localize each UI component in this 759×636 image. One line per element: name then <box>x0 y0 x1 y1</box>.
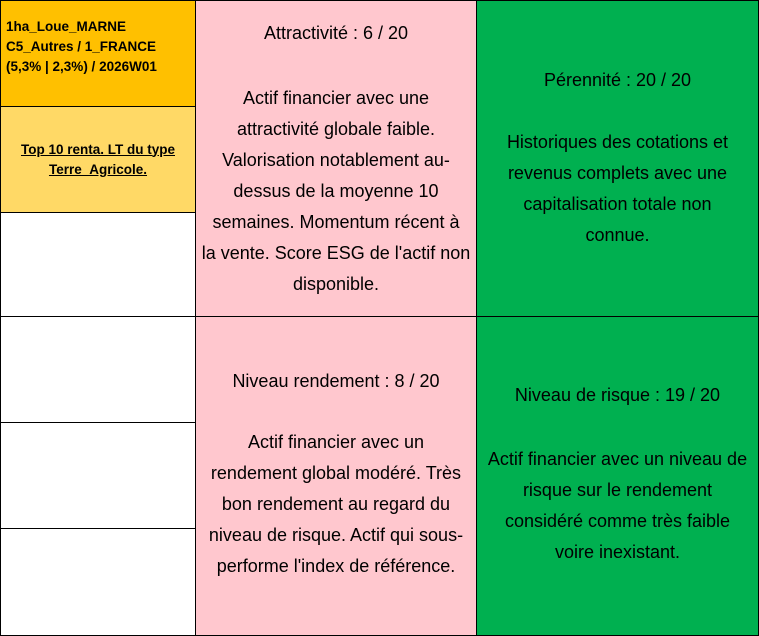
perennite-line: connue. <box>585 225 650 245</box>
risque-line: risque sur le rendement <box>522 480 713 500</box>
ranking-line-2: Terre_Agricole. <box>48 161 148 177</box>
rendement-title: Niveau rendement : 8 / 20 <box>232 371 440 391</box>
risque-title: Niveau de risque : 19 / 20 <box>514 385 721 405</box>
attractivite-line: semaines. Momentum récent à <box>212 212 460 232</box>
rendement-line: niveau de risque. Actif qui sous- <box>208 525 464 545</box>
perennite-line: Historiques des cotations et <box>506 132 729 152</box>
perennite-description <box>481 127 754 251</box>
empty-cell-2 <box>0 316 196 423</box>
empty-cell-4 <box>0 528 196 636</box>
risque-line: considéré comme très faible <box>504 511 731 531</box>
asset-title-cell <box>0 0 196 107</box>
perennite-line: revenus complets avec une <box>507 163 728 183</box>
perennite-cell <box>476 0 759 317</box>
attractivite-line: attractivité globale faible. <box>236 119 436 139</box>
asset-name: 1ha_Loue_MARNE <box>6 19 127 34</box>
risque-cell <box>476 316 759 636</box>
attractivite-line: disponible. <box>292 274 380 294</box>
attractivite-line: dessus de la moyenne 10 <box>233 181 439 201</box>
attractivite-cell <box>195 0 477 317</box>
attractivite-line: la vente. Score ESG de l'actif non <box>201 243 471 263</box>
ranking-cell <box>0 106 196 213</box>
attractivite-line: Actif financier avec une <box>242 88 430 108</box>
perennite-line: capitalisation totale non <box>523 194 712 214</box>
attractivite-title: Attractivité : 6 / 20 <box>263 23 409 43</box>
rendement-description <box>200 427 472 582</box>
rendement-line: bon rendement au regard du <box>221 494 451 514</box>
rendement-line: rendement global modéré. Très <box>210 463 462 483</box>
risque-description <box>481 444 754 568</box>
empty-cell-1 <box>0 212 196 317</box>
perennite-title: Pérennité : 20 / 20 <box>543 70 692 90</box>
risque-line: Actif financier avec un niveau de <box>487 449 748 469</box>
rendement-line: performe l'index de référence. <box>216 556 456 576</box>
attractivite-line: Valorisation notablement au- <box>222 150 450 170</box>
ranking-line-1: Top 10 renta. LT du type <box>20 141 175 157</box>
asset-category: C5_Autres / 1_FRANCE <box>6 39 157 54</box>
asset-rates-week: (5,3% | 2,3%) / 2026W01 <box>6 59 157 74</box>
attractivite-description <box>200 83 472 300</box>
empty-cell-3 <box>0 422 196 529</box>
rendement-cell <box>195 316 477 636</box>
risque-line: voire inexistant. <box>554 542 681 562</box>
rendement-line: Actif financier avec un <box>247 432 425 452</box>
